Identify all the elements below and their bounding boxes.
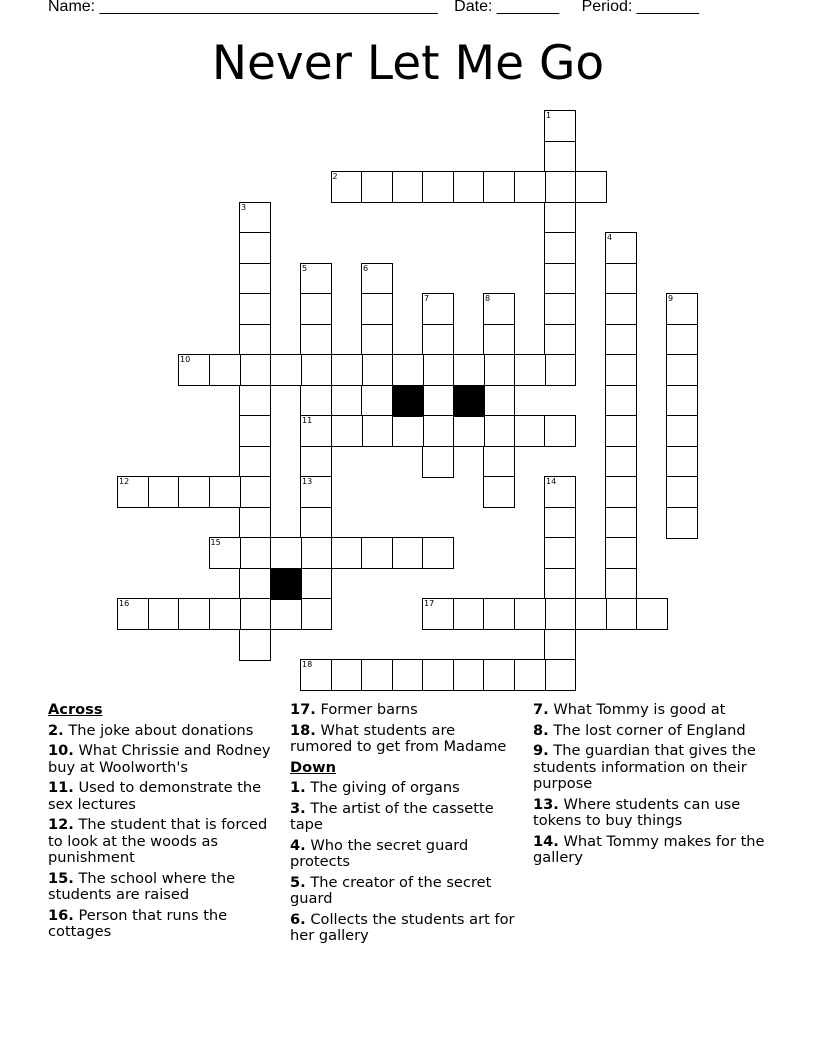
grid-cell[interactable] [666, 293, 698, 325]
across-clue [48, 743, 280, 776]
grid-cell[interactable] [514, 598, 546, 630]
grid-cell[interactable] [666, 385, 698, 417]
cell-number: 17 [424, 599, 435, 608]
clue-text: Who the secret guard protects [290, 836, 469, 870]
grid-cell[interactable] [361, 324, 393, 356]
cell-number: 4 [607, 233, 613, 242]
clue-text: The creator of the secret guard [290, 873, 492, 907]
grid-cell[interactable] [270, 537, 302, 569]
grid-cell[interactable] [300, 598, 332, 630]
clue-text: Former barns [320, 701, 418, 718]
grid-cell[interactable] [605, 263, 637, 295]
cell-number: 11 [302, 416, 313, 425]
cell-number: 9 [668, 294, 674, 303]
grid-cell[interactable] [605, 293, 637, 325]
grid-cell[interactable] [483, 446, 515, 478]
grid-cell[interactable] [209, 354, 241, 386]
clue-text: What Tommy makes for the gallery [533, 832, 765, 866]
grid-cell[interactable] [300, 354, 332, 386]
grid-cell[interactable] [544, 263, 576, 295]
grid-cell[interactable] [422, 415, 454, 447]
cell-number: 10 [180, 355, 191, 364]
grid-cell[interactable] [300, 293, 332, 325]
clue-text: Collects the students art for her gallery [290, 910, 515, 944]
cell-number: 14 [546, 477, 557, 486]
grid-cell[interactable] [392, 171, 424, 203]
grid-cell[interactable] [361, 385, 393, 417]
grid-cell[interactable] [300, 507, 332, 539]
clue-number: 6. [290, 910, 306, 928]
grid-cell[interactable] [239, 629, 271, 661]
grid-cell[interactable] [331, 415, 363, 447]
grid-cell[interactable] [514, 659, 546, 691]
clue-number: 1. [290, 779, 306, 796]
grid-cell[interactable] [544, 629, 576, 661]
grid-cell[interactable] [392, 537, 424, 569]
cell-number: 18 [302, 660, 313, 669]
grid-cell[interactable] [483, 293, 515, 325]
grid-cell[interactable] [666, 446, 698, 478]
grid-cell[interactable] [331, 171, 363, 203]
clue-text: The giving of organs [310, 779, 460, 796]
cell-number: 1 [546, 111, 552, 120]
grid-cell[interactable] [453, 659, 485, 691]
grid-cell[interactable] [148, 598, 180, 630]
grid-cell[interactable] [666, 354, 698, 386]
clue-text: The artist of the cassette tape [290, 799, 494, 833]
grid-cell[interactable] [331, 354, 363, 386]
grid-cell[interactable] [300, 568, 332, 600]
grid-cell[interactable] [544, 507, 576, 539]
grid-cell[interactable] [361, 537, 393, 569]
grid-cell[interactable] [300, 537, 332, 569]
grid-cell[interactable] [178, 598, 210, 630]
grid-cell[interactable] [575, 598, 607, 630]
clue-text: Used to demonstrate the sex lectures [48, 779, 262, 813]
grid-cell[interactable] [178, 354, 210, 386]
down-clue [533, 743, 765, 793]
grid-cell[interactable] [544, 354, 576, 386]
cell-number: 16 [119, 599, 130, 608]
grid-cell[interactable] [605, 476, 637, 508]
grid-cell[interactable] [239, 324, 271, 356]
across-clue [290, 702, 522, 719]
grid-cell[interactable] [300, 446, 332, 478]
across-clue [48, 723, 280, 740]
grid-cell[interactable] [361, 293, 393, 325]
clue-number: 15. [48, 869, 74, 887]
grid-cell[interactable] [148, 476, 180, 508]
black-square [453, 385, 485, 417]
clue-number: 12. [48, 816, 74, 833]
grid-cell[interactable] [117, 598, 149, 630]
across-clue [290, 723, 522, 756]
grid-cell[interactable] [544, 568, 576, 600]
grid-cell[interactable] [453, 354, 485, 386]
grid-cell[interactable] [300, 263, 332, 295]
grid-cell[interactable] [422, 385, 454, 417]
down-clue [290, 912, 522, 945]
grid-cell[interactable] [544, 110, 576, 142]
down-clue [533, 797, 765, 830]
grid-cell[interactable] [636, 598, 668, 630]
grid-cell[interactable] [422, 293, 454, 325]
grid-cell[interactable] [422, 598, 454, 630]
clue-text: Where students can use tokens to buy things [533, 795, 741, 829]
grid-cell[interactable] [270, 598, 302, 630]
grid-cell[interactable] [666, 324, 698, 356]
clue-text: The joke about donations [68, 721, 254, 739]
clue-number: 16. [48, 906, 74, 924]
clues-column-3 [533, 702, 765, 871]
grid-cell[interactable] [331, 659, 363, 691]
grid-cell[interactable] [361, 354, 393, 386]
grid-cell[interactable] [239, 354, 271, 386]
grid-cell[interactable] [239, 293, 271, 325]
clue-text: What Tommy is good at [553, 701, 726, 718]
clue-number: 9. [533, 742, 549, 759]
clue-number: 7. [533, 701, 549, 718]
clue-number: 18. [290, 721, 316, 739]
clue-text: The guardian that gives the students information on their purpose [533, 742, 756, 792]
grid-cell[interactable] [422, 171, 454, 203]
grid-cell[interactable] [483, 415, 515, 447]
grid-cell[interactable] [392, 659, 424, 691]
grid-cell[interactable] [666, 415, 698, 447]
grid-cell[interactable] [209, 476, 241, 508]
grid-cell[interactable] [209, 598, 241, 630]
grid-cell[interactable] [239, 232, 271, 264]
clue-number: 13. [533, 795, 559, 813]
grid-cell[interactable] [239, 263, 271, 295]
grid-cell[interactable] [483, 598, 515, 630]
down-clue [290, 780, 522, 797]
grid-cell[interactable] [605, 415, 637, 447]
across-clue [48, 908, 280, 941]
clue-text: Person that runs the cottages [48, 906, 228, 940]
grid-cell[interactable] [483, 171, 515, 203]
grid-cell[interactable] [483, 354, 515, 386]
clue-number: 14. [533, 832, 559, 850]
grid-cell[interactable] [544, 202, 576, 234]
grid-cell[interactable] [361, 415, 393, 447]
grid-cell[interactable] [453, 171, 485, 203]
clue-text: The student that is forced to look at the woods as punishment [48, 816, 268, 866]
grid-cell[interactable] [605, 354, 637, 386]
grid-cell[interactable] [544, 415, 576, 447]
down-clue [290, 875, 522, 908]
cell-number: 3 [241, 202, 247, 212]
across-clue [48, 871, 280, 904]
grid-cell[interactable] [239, 537, 271, 569]
grid-cell[interactable] [239, 415, 271, 447]
cell-number: 12 [119, 477, 130, 486]
cell-number: 2 [332, 172, 338, 181]
grid-cell[interactable] [483, 324, 515, 356]
cell-number: 13 [302, 477, 313, 486]
clue-number: 5. [290, 873, 306, 891]
grid-cell[interactable] [605, 385, 637, 417]
grid-cell[interactable] [239, 598, 271, 630]
grid-cell[interactable] [544, 324, 576, 356]
grid-cell[interactable] [605, 568, 637, 600]
grid-cell[interactable] [605, 537, 637, 569]
grid-cell[interactable] [239, 568, 271, 600]
across-clue [48, 817, 280, 867]
date-field[interactable]: Date: _______ [454, 0, 560, 15]
grid-cell[interactable] [544, 598, 576, 630]
clue-text: The school where the students are raised [48, 869, 236, 903]
clue-number: 4. [290, 836, 306, 854]
black-square [270, 568, 302, 600]
grid-cell[interactable] [666, 476, 698, 508]
grid-cell[interactable] [483, 659, 515, 691]
period-field[interactable]: Period: _______ [581, 0, 700, 15]
clue-text: The lost corner of England [553, 721, 746, 739]
grid-cell[interactable] [422, 659, 454, 691]
grid-cell[interactable] [544, 537, 576, 569]
grid-cell[interactable] [544, 659, 576, 691]
clue-number: 11. [48, 779, 74, 796]
grid-cell[interactable] [239, 202, 271, 234]
grid-cell[interactable] [544, 232, 576, 264]
across-clue [48, 780, 280, 813]
grid-cell[interactable] [453, 598, 485, 630]
cell-number: 7 [424, 294, 430, 303]
grid-cell[interactable] [361, 659, 393, 691]
black-square [392, 385, 424, 417]
grid-cell[interactable] [422, 446, 454, 478]
clues-column-1 [48, 702, 280, 945]
grid-cell[interactable] [483, 385, 515, 417]
grid-cell[interactable] [422, 324, 454, 356]
grid-cell[interactable] [239, 446, 271, 478]
grid-cell[interactable] [239, 476, 271, 508]
grid-cell[interactable] [361, 171, 393, 203]
grid-cell[interactable] [483, 476, 515, 508]
grid-cell[interactable] [422, 354, 454, 386]
grid-cell[interactable] [300, 659, 332, 691]
grid-cell[interactable] [514, 171, 546, 203]
cell-number: 5 [302, 263, 308, 273]
down-clue [533, 723, 765, 740]
grid-cell[interactable] [392, 415, 424, 447]
grid-cell[interactable] [361, 263, 393, 295]
grid-cell[interactable] [270, 354, 302, 386]
down-clue [290, 838, 522, 871]
grid-cell[interactable] [300, 324, 332, 356]
grid-cell[interactable] [422, 537, 454, 569]
grid-cell[interactable] [300, 415, 332, 447]
grid-cell[interactable] [605, 232, 637, 264]
clue-text: What students are rumored to get from Madame [290, 721, 507, 755]
grid-cell[interactable] [331, 537, 363, 569]
grid-cell[interactable] [605, 324, 637, 356]
grid-cell[interactable] [300, 476, 332, 508]
down-heading: Down [290, 758, 337, 776]
grid-cell[interactable] [666, 507, 698, 539]
grid-cell[interactable] [514, 415, 546, 447]
grid-cell[interactable] [300, 385, 332, 417]
grid-cell[interactable] [117, 476, 149, 508]
cell-number: 15 [210, 538, 221, 547]
down-clue [533, 702, 765, 719]
grid-cell[interactable] [514, 354, 546, 386]
cell-number: 8 [485, 294, 491, 303]
grid-cell[interactable] [453, 415, 485, 447]
grid-cell[interactable] [209, 537, 241, 569]
grid-cell[interactable] [605, 446, 637, 478]
grid-cell[interactable] [239, 385, 271, 417]
grid-cell[interactable] [544, 476, 576, 508]
clue-number: 17. [290, 701, 316, 718]
grid-cell[interactable] [392, 354, 424, 386]
clue-number: 2. [48, 721, 64, 739]
grid-cell[interactable] [605, 598, 637, 630]
clue-number: 8. [533, 721, 549, 739]
down-clue [533, 834, 765, 867]
page-title: Never Let Me Go [211, 36, 605, 91]
name-field[interactable]: Name: ______________________________________ [48, 0, 438, 15]
cell-number: 6 [363, 263, 369, 273]
grid-cell[interactable] [605, 507, 637, 539]
down-clue [290, 801, 522, 834]
grid-cell[interactable] [575, 171, 607, 203]
clue-text: What Chrissie and Rodney buy at Woolworth's [48, 742, 271, 776]
across-heading: Across [48, 701, 103, 718]
clue-number: 10. [48, 742, 74, 759]
grid-cell[interactable] [178, 476, 210, 508]
grid-cell[interactable] [544, 141, 576, 173]
grid-cell[interactable] [239, 507, 271, 539]
grid-cell[interactable] [544, 171, 576, 203]
grid-cell[interactable] [544, 293, 576, 325]
clues-column-2 [290, 702, 522, 949]
clue-number: 3. [290, 799, 306, 817]
